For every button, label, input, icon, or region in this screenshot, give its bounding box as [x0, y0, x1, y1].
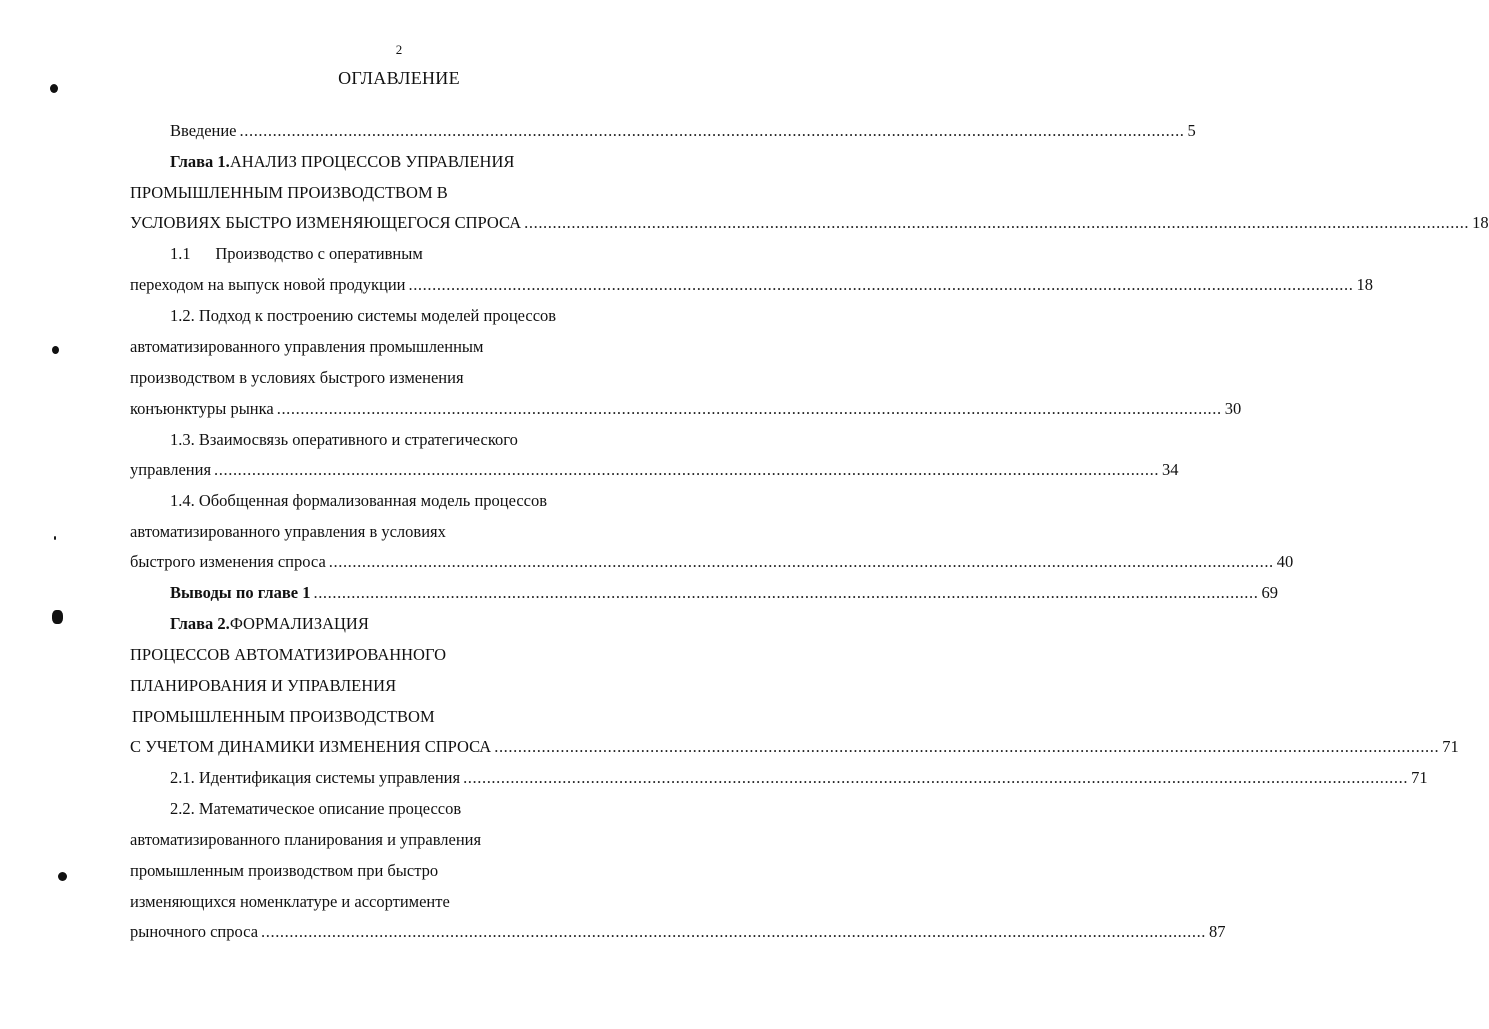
toc-page-number: 30: [1224, 399, 1242, 418]
toc-page-number: 40: [1276, 552, 1294, 571]
toc-leader-dots: ........................................................................................................................................................................................................: [261, 922, 1207, 941]
toc-entry-text: изменяющихся номенклатуре и ассортименте: [130, 892, 450, 911]
toc-entry: [130, 674, 396, 698]
toc-entry: [130, 859, 438, 883]
toc-entry: [130, 211, 1489, 235]
toc-entry: [130, 458, 1179, 482]
toc-entry: [130, 643, 446, 667]
toc-entry-text: производством в условиях быстрого изменения: [130, 368, 464, 387]
toc-entry-text: автоматизированного управления промышленным: [130, 337, 484, 356]
toc-entry: [130, 366, 464, 390]
toc-entry: [170, 766, 1428, 790]
toc-entry: [130, 550, 1294, 574]
toc-entry-text: 1.4. Обобщенная формализованная модель процессов: [170, 491, 548, 510]
toc-leader-dots: ........................................................................................................................................................................................................: [463, 768, 1409, 787]
toc-entry-text: УСЛОВИЯХ БЫСТРО ИЗМЕНЯЮЩЕГОСЯ СПРОСА: [130, 213, 522, 232]
toc-entry-text: ПЛАНИРОВАНИЯ И УПРАВЛЕНИЯ: [130, 676, 397, 695]
toc-page-number: 34: [1162, 460, 1179, 479]
toc-entry-text: ПРОЦЕССОВ АВТОМАТИЗИРОВАННОГО: [130, 645, 447, 664]
toc-leader-dots: ........................................................................................................................................................................................................: [214, 460, 1160, 479]
toc-entry-text: конъюнктуры рынка: [130, 399, 274, 418]
toc-leader-dots: ........................................................................................................................................................................................................: [276, 399, 1222, 418]
toc-page-number: 69: [1261, 583, 1278, 602]
toc-page-number: 71: [1411, 768, 1428, 787]
toc-page-number: 18: [1472, 213, 1489, 232]
toc-title: ОГЛАВЛЕНИЕ: [338, 68, 460, 88]
toc-entry-text: 1.2. Подход к построению системы моделей процессов: [170, 306, 557, 325]
scan-speck: [52, 610, 63, 624]
toc-entry: [170, 304, 556, 328]
toc-entry: [170, 150, 514, 174]
toc-entry-text: рыночного спроса: [130, 922, 259, 941]
toc-entry: [130, 735, 1459, 759]
toc-leader-dots: ........................................................................................................................................................................................................: [239, 121, 1185, 140]
toc-page-number: 5: [1187, 121, 1196, 140]
toc-leader-dots: ........................................................................................................................................................................................................: [524, 213, 1470, 232]
toc-entry: [130, 890, 450, 914]
toc-entry: [130, 828, 481, 852]
toc-entry: [170, 797, 461, 821]
toc-entry: [170, 489, 547, 513]
toc-entry-text: автоматизированного планирования и управления: [130, 830, 482, 849]
toc-entry: [170, 428, 518, 452]
toc-entry-text: 2.1. Идентификация системы управления: [170, 768, 461, 787]
toc-entry: [170, 119, 1196, 143]
toc-entry: [130, 520, 446, 544]
toc-entry: [170, 581, 1278, 605]
toc-leader-dots: ........................................................................................................................................................................................................: [313, 583, 1259, 602]
toc-entry-text: ПРОМЫШЛЕННЫМ ПРОИЗВОДСТВОМ: [132, 707, 435, 726]
scan-speck: [54, 536, 56, 540]
toc-entry: [130, 397, 1242, 421]
toc-entry-text: ФОРМАЛИЗАЦИЯ: [229, 614, 369, 633]
toc-entry-heading: Глава 1.: [170, 152, 230, 171]
toc-entry: [132, 705, 435, 729]
toc-entry-text: 2.2. Математическое описание процессов: [170, 799, 462, 818]
toc-entry: [130, 920, 1226, 944]
toc-leader-dots: ........................................................................................................................................................................................................: [408, 275, 1354, 294]
toc-entry-text: переходом на выпуск новой продукции: [130, 275, 406, 294]
toc-entry-text: 1.1 Производство с оперативным: [170, 244, 423, 263]
toc-entry-text: АНАЛИЗ ПРОЦЕССОВ УПРАВЛЕНИЯ: [229, 152, 515, 171]
scan-speck: [58, 872, 67, 881]
scan-speck: [52, 346, 59, 354]
toc-entry-text: промышленным производством при быстро: [130, 861, 439, 880]
toc-entry: [170, 242, 423, 266]
toc-entry: [170, 612, 369, 636]
toc-entry-text: управления: [130, 460, 212, 479]
toc-page-number: 87: [1209, 922, 1226, 941]
toc-entry-text: автоматизированного управления в условиях: [130, 522, 446, 541]
toc-entry-text: С УЧЕТОМ ДИНАМИКИ ИЗМЕНЕНИЯ СПРОСА: [130, 737, 492, 756]
page-number: 2: [395, 42, 403, 57]
toc-entry-text: 1.3. Взаимосвязь оперативного и стратегического: [170, 430, 518, 449]
toc-entry-heading: Глава 2.: [170, 614, 230, 633]
toc-entry: [130, 181, 448, 205]
toc-leader-dots: ........................................................................................................................................................................................................: [328, 552, 1274, 571]
toc-entry-heading: Выводы по главе 1: [170, 583, 311, 602]
toc-page-number: 18: [1356, 275, 1373, 294]
toc-entry-text: Введение: [170, 121, 237, 140]
toc-page-number: 71: [1442, 737, 1459, 756]
toc-leader-dots: ........................................................................................................................................................................................................: [494, 737, 1440, 756]
toc-entry-text: быстрого изменения спроса: [130, 552, 326, 571]
scan-speck: [50, 84, 58, 93]
toc-entry: [130, 273, 1373, 297]
toc-entry: [130, 335, 483, 359]
toc-entry-text: ПРОМЫШЛЕННЫМ ПРОИЗВОДСТВОМ В: [130, 183, 448, 202]
